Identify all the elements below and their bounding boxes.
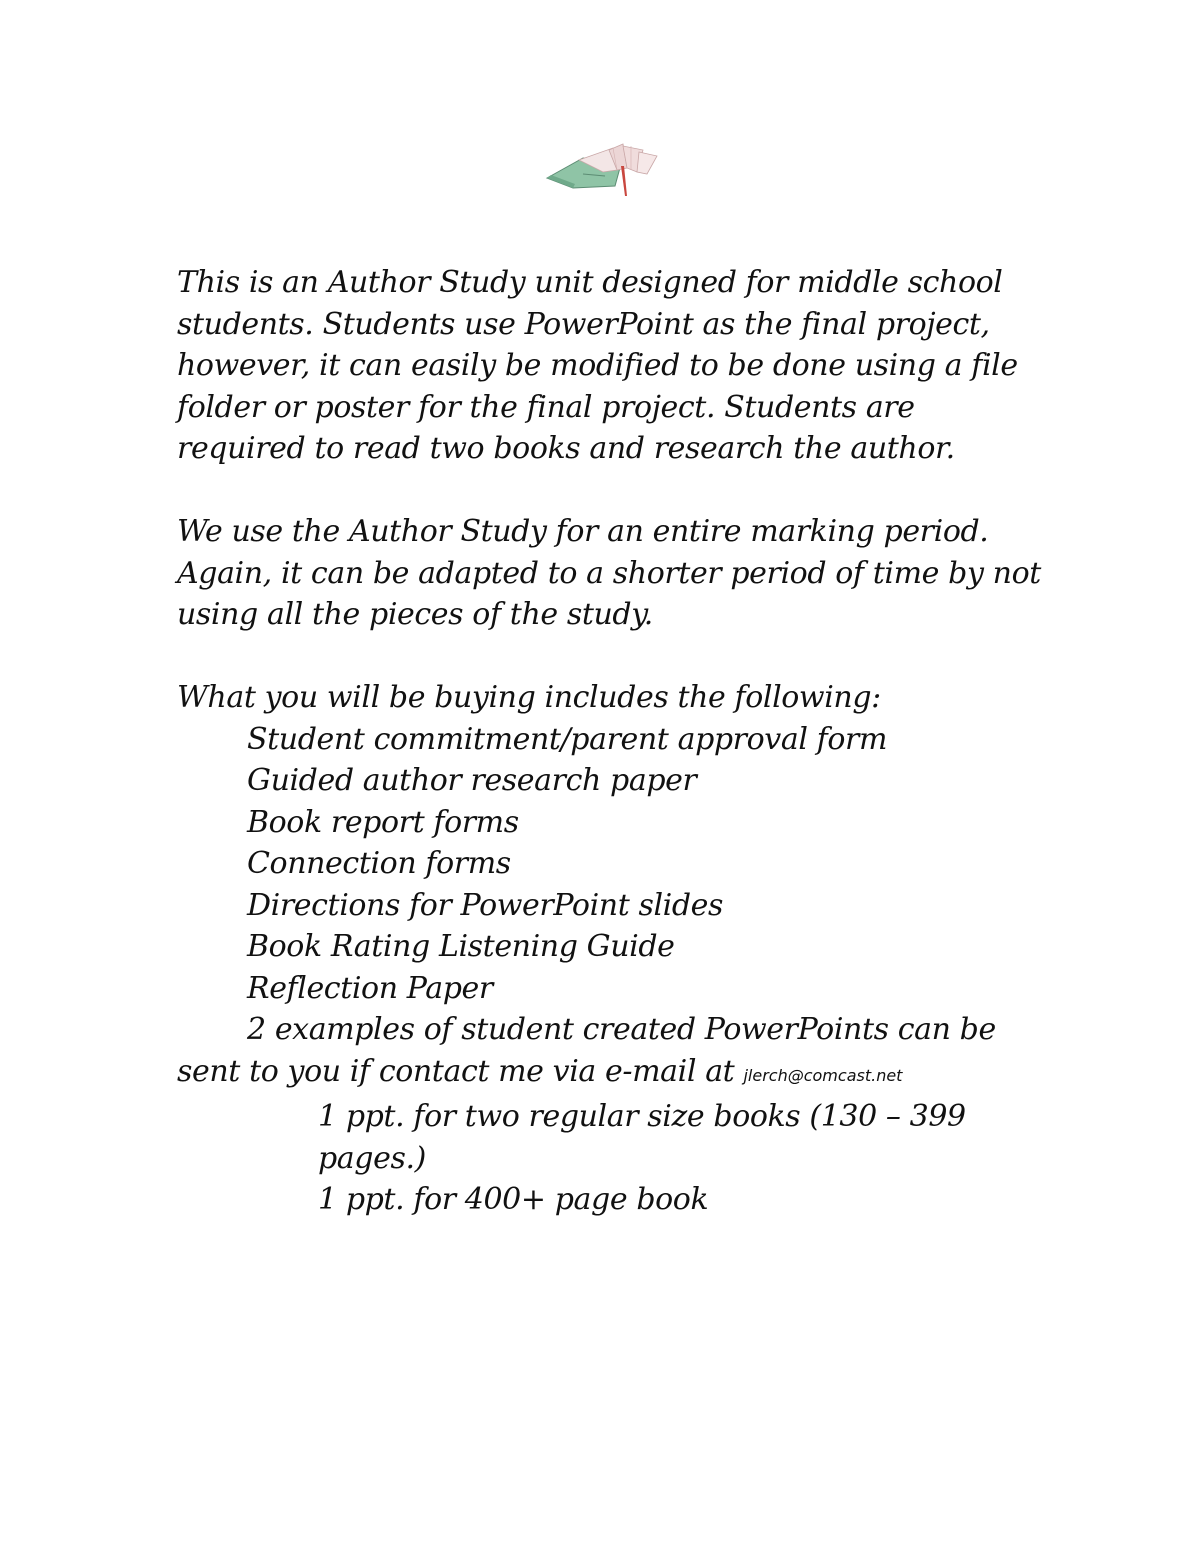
text-line: required to read two books and research the author.: [177, 431, 955, 466]
text-line: students. Students use PowerPoint as the final project,: [177, 306, 990, 342]
list-item: Directions for PowerPoint slides: [247, 887, 724, 923]
ppt-item: pages.): [318, 1140, 426, 1176]
text-line: This is an Author Study unit designed for middle school: [177, 265, 1003, 300]
examples-contact-line: [177, 1051, 1077, 1097]
ppt-item: 1 ppt. for two regular size books (130 – 399: [318, 1099, 966, 1134]
text-line: We use the Author Study for an entire marking period.: [177, 514, 989, 549]
list-item: Book Rating Listening Guide: [247, 929, 675, 964]
examples-section: [177, 1009, 1077, 1221]
contact-text: sent to you if contact me via e-mail at: [177, 1053, 744, 1089]
paragraph-spacer: [177, 470, 1077, 512]
open-book-icon: [543, 140, 661, 198]
list-item: Connection forms: [247, 846, 511, 881]
list-item: Student commitment/parent approval form: [247, 721, 888, 757]
text-line: using all the pieces of the study.: [177, 597, 653, 632]
list-item: Book report forms: [247, 804, 519, 840]
paragraph-spacer: [177, 636, 1077, 678]
ppt-item: 1 ppt. for 400+ page book: [318, 1182, 709, 1217]
intro-paragraph: [177, 262, 1077, 470]
list-item: Guided author research paper: [247, 763, 697, 798]
text-line: Again, it can be adapted to a shorter period of time by not: [177, 555, 1041, 591]
includes-heading: What you will be buying includes the following:: [177, 680, 881, 715]
email-address: jlerch@comcast.net: [743, 1065, 903, 1085]
usage-paragraph: [177, 511, 1077, 636]
document-body: [177, 262, 1077, 1221]
examples-line: 2 examples of student created PowerPoints can be: [247, 1012, 996, 1047]
text-line: however, it can easily be modified to be done using a file: [177, 348, 1018, 383]
list-item: Reflection Paper: [247, 970, 493, 1006]
includes-section: [177, 677, 1077, 1009]
text-line: folder or poster for the final project. Students are: [177, 389, 915, 425]
